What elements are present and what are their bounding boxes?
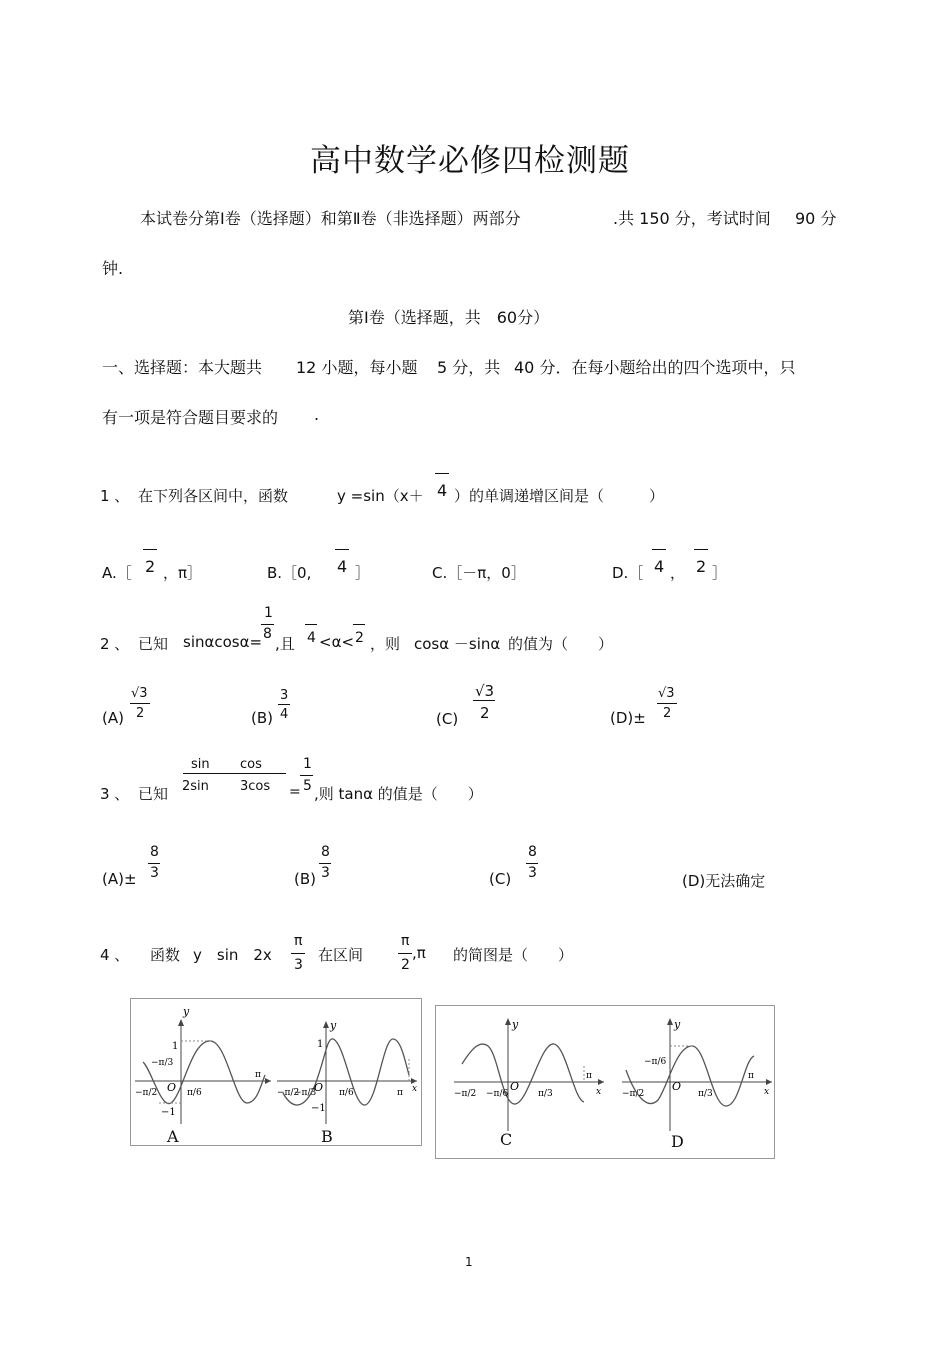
graph-d-y-arrow xyxy=(667,1018,673,1025)
q2-option-d-num: √3 xyxy=(658,686,675,701)
q2-lt: <α< xyxy=(319,633,355,651)
q4-frac2-num: π xyxy=(401,933,410,949)
graph-d-curve xyxy=(626,1046,754,1106)
graph-label-c: C xyxy=(500,1130,513,1149)
q4-text-2: 在区间 xyxy=(318,946,364,964)
q3-text-2: ,则 tanα 的值是（ ） xyxy=(314,785,483,803)
q1-option-d-sep: ， xyxy=(670,564,686,582)
q2-frac-bar xyxy=(261,624,274,625)
q3-rhs-bar xyxy=(300,775,313,776)
graph-a-tick-neg1: −1 xyxy=(161,1107,176,1118)
q4-text-3: ,π xyxy=(412,944,426,962)
q1-option-b-den: 4 xyxy=(337,557,348,576)
q1-number: 1 、 xyxy=(100,487,130,505)
q1-option-d-bar-1 xyxy=(652,549,666,550)
q1-option-b-label: B.［0, xyxy=(267,564,312,582)
graph-c-y-label: y xyxy=(512,1018,519,1031)
graph-a-origin: O xyxy=(167,1081,177,1094)
q2-option-d: (D)± xyxy=(610,709,646,727)
graph-d-tick-neg-pi-6: −π/6 xyxy=(644,1057,667,1067)
q2-option-d-den: 2 xyxy=(663,706,672,721)
q4-frac2-den: 2 xyxy=(401,957,410,973)
graph-d-x-arrow xyxy=(766,1079,772,1085)
graph-c-curve xyxy=(462,1044,584,1104)
graph-panel-cd xyxy=(435,1005,775,1159)
graph-b-tick-neg-pi-3: −π/3 xyxy=(294,1088,317,1098)
q3-option-a-bar xyxy=(148,863,160,864)
q2-frac-num: 1 xyxy=(264,605,273,621)
intro-text-1c: 90 分 xyxy=(795,209,837,228)
q1-option-a-bar xyxy=(143,549,157,550)
q4-frac1-bar xyxy=(291,953,305,954)
intro-text-2: 钟. xyxy=(102,259,124,278)
graph-a-y-label: y xyxy=(183,1005,190,1018)
q2-option-a-bar xyxy=(130,703,150,704)
q3-option-c-den: 3 xyxy=(528,865,537,881)
q4-expr: y sin 2x xyxy=(193,946,272,964)
part1-text-d: 40 分．在每小题给出的四个选项中，只 xyxy=(514,358,796,377)
q3-option-c-num: 8 xyxy=(528,844,537,860)
part1-text-b: 12 小题，每小题 xyxy=(296,358,418,377)
graph-c-tick-neg-pi-2: −π/2 xyxy=(454,1089,477,1099)
graph-c-x-label: x xyxy=(596,1087,602,1097)
q2-option-c-bar xyxy=(473,700,495,701)
q2-option-a-num: √3 xyxy=(131,686,148,701)
q2-option-b-num: 3 xyxy=(280,688,289,703)
q3-option-a-num: 8 xyxy=(150,844,159,860)
intro-text-1b: .共 150 分，考试时间 xyxy=(613,209,771,228)
graph-d-tick-pi: π xyxy=(748,1071,754,1081)
graph-a-tick-pi-6: π/6 xyxy=(187,1088,202,1098)
q3-num-cos: cos xyxy=(240,757,262,772)
q1-frac-bar xyxy=(435,473,449,474)
graph-d xyxy=(622,1018,772,1131)
q3-option-c: (C) xyxy=(489,870,512,888)
graph-c-y-arrow xyxy=(505,1018,511,1025)
part1-text-e: 有一项是符合题目要求的 xyxy=(102,408,279,427)
q3-num-sin: sin xyxy=(191,757,210,772)
graph-b xyxy=(277,1019,417,1124)
q4-text-1: 函数 xyxy=(150,946,181,964)
graph-b-y-arrow xyxy=(323,1021,329,1028)
graph-a xyxy=(135,1005,271,1124)
q1-option-c: C.［－π，0］ xyxy=(432,564,526,582)
q3-option-b-den: 3 xyxy=(321,865,330,881)
page-number: 1 xyxy=(465,1255,473,1269)
q2-text-1: 已知 xyxy=(138,635,169,653)
q1-option-d-den-1: 4 xyxy=(654,557,665,576)
q2-option-b-den: 4 xyxy=(280,707,289,722)
q1-expr: y =sin（x＋ xyxy=(337,487,424,505)
q3-rhs-num: 1 xyxy=(303,756,312,772)
q4-frac2-bar xyxy=(398,953,412,954)
graph-a-tick-neg-pi-3: −π/3 xyxy=(151,1058,174,1068)
graph-a-tick-1: 1 xyxy=(172,1041,179,1052)
q2-text-4: 的值为（ ） xyxy=(508,635,614,653)
graph-d-y-label: y xyxy=(674,1018,681,1031)
graph-a-tick-neg-pi-2: −π/2 xyxy=(135,1088,158,1098)
q1-text-2: ）的单调递增区间是（ ） xyxy=(454,487,665,505)
graph-c-x-arrow xyxy=(598,1079,604,1085)
q2-den-a: 4 xyxy=(307,630,316,646)
q2-option-c-num: √3 xyxy=(475,682,495,700)
graph-c-tick-pi-3: π/3 xyxy=(538,1089,553,1099)
graph-panel-ab xyxy=(130,998,422,1146)
q1-option-a-rest: ，π］ xyxy=(163,564,203,582)
q3-option-b-num: 8 xyxy=(321,844,330,860)
q2-frac-den: 8 xyxy=(263,626,272,642)
graph-label-a: A xyxy=(167,1127,179,1146)
graph-label-b: B xyxy=(321,1127,333,1146)
graph-d-tick-neg-pi-2: −π/2 xyxy=(622,1089,645,1099)
q3-rhs-den: 5 xyxy=(303,778,312,794)
q2-option-d-bar xyxy=(657,703,677,704)
graph-b-y-label: y xyxy=(330,1019,337,1032)
q1-option-d-den-2: 2 xyxy=(696,557,707,576)
q2-text-2: ,且 xyxy=(275,635,295,653)
graph-b-tick-neg-pi-2: −π/2 xyxy=(277,1088,300,1098)
q2-expr-1: sinαcosα= xyxy=(183,633,263,651)
q2-expr-2: cosα －sinα xyxy=(414,635,501,653)
q2-number: 2 、 xyxy=(100,635,130,653)
q2-option-b: (B) xyxy=(251,709,273,727)
graph-d-tick-pi-3: π/3 xyxy=(698,1089,713,1099)
q3-option-c-bar xyxy=(526,863,538,864)
graph-b-origin: O xyxy=(314,1081,324,1094)
q1-option-d-label: D.［ xyxy=(612,564,644,582)
graph-a-tick-pi: π xyxy=(255,1070,261,1080)
q1-text-1: 在下列各区间中，函数 xyxy=(138,487,289,505)
graph-b-x-label: x xyxy=(412,1084,418,1094)
graph-c-origin: O xyxy=(510,1080,520,1093)
q4-number: 4 、 xyxy=(100,946,130,964)
graph-b-tick-pi: π xyxy=(397,1088,403,1098)
q4-frac1-num: π xyxy=(294,933,303,949)
q3-number: 3 、 xyxy=(100,785,130,803)
graph-b-tick-neg1: −1 xyxy=(311,1103,326,1114)
q3-equals: = xyxy=(289,784,301,800)
q3-text-1: 已知 xyxy=(138,785,169,803)
part1-text-a: 一、选择题：本大题共 xyxy=(102,358,263,377)
q2-option-c-den: 2 xyxy=(480,704,490,722)
intro-text-1a: 本试卷分第Ⅰ卷（选择题）和第Ⅱ卷（非选择题）两部分 xyxy=(140,209,521,228)
graph-a-y-arrow xyxy=(178,1019,184,1026)
q3-option-b: (B) xyxy=(294,870,316,888)
q3-option-b-bar xyxy=(319,863,331,864)
graph-c-tick-pi: π xyxy=(586,1071,592,1081)
part1-text-f: . xyxy=(314,405,320,424)
q3-option-a: (A)± xyxy=(102,870,137,888)
part1-text-c: 5 分，共 xyxy=(437,358,501,377)
graph-b-tick-1: 1 xyxy=(317,1039,324,1050)
q1-option-a-den: 2 xyxy=(145,557,156,576)
q1-option-b-bar xyxy=(335,549,349,550)
graph-cd-svg xyxy=(436,1006,774,1158)
graph-label-d: D xyxy=(671,1132,684,1151)
q2-option-a: (A) xyxy=(102,709,124,727)
q2-bar-a xyxy=(305,624,317,625)
graph-b-tick-pi-6: π/6 xyxy=(339,1088,354,1098)
q1-frac-den: 4 xyxy=(437,481,448,500)
q3-den-sin: 2sin xyxy=(182,779,209,794)
q3-option-a-den: 3 xyxy=(150,865,159,881)
page-title: 高中数学必修四检测题 xyxy=(310,143,630,179)
q2-option-a-den: 2 xyxy=(136,706,145,721)
graph-c xyxy=(454,1018,604,1131)
q1-option-d-bar-2 xyxy=(694,549,708,550)
q2-option-c: (C) xyxy=(436,710,459,728)
q2-den-b: 2 xyxy=(355,630,364,646)
graph-a-x-arrow xyxy=(265,1078,271,1084)
graph-c-tick-neg-pi-6: −π/6 xyxy=(486,1089,509,1099)
graph-d-origin: O xyxy=(672,1080,682,1093)
graph-a-curve xyxy=(143,1041,265,1104)
graph-ab-svg xyxy=(131,999,421,1145)
q2-text-3: ，则 xyxy=(370,635,401,653)
q2-bar-b xyxy=(353,624,365,625)
section-heading: 第Ⅰ卷（选择题，共 60分） xyxy=(348,308,550,327)
q3-option-d: (D)无法确定 xyxy=(682,872,766,890)
q1-option-d-rest: ］ xyxy=(712,564,728,582)
q3-frac-bar xyxy=(183,773,286,774)
q4-frac1-den: 3 xyxy=(294,957,303,973)
q1-option-a-label: A.［ xyxy=(102,564,132,582)
q4-text-4: 的简图是（ ） xyxy=(453,946,574,964)
graph-d-x-label: x xyxy=(764,1087,770,1097)
q3-den-cos: 3cos xyxy=(240,779,271,794)
q2-option-b-bar xyxy=(278,704,290,705)
q1-option-b-rest: ］ xyxy=(355,564,371,582)
